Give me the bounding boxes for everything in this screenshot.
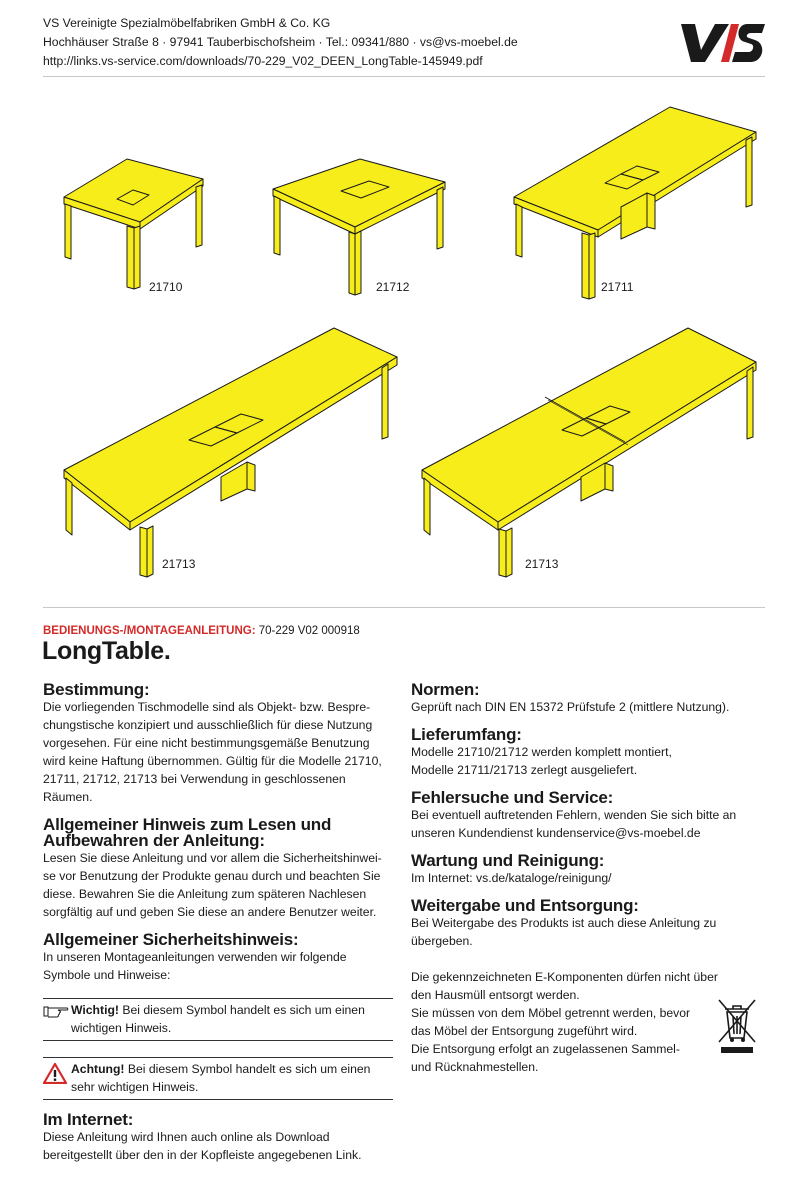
- company-address: Hochhäuser Straße 8 · 97941 Tauberbischofsheim · Tel.: 09341/880 · vs@vs-moebel.de: [43, 35, 518, 49]
- notice-wichtig: [43, 998, 393, 1041]
- section-sicherheit: [43, 932, 393, 984]
- document-url[interactable]: http://links.vs-service.com/downloads/70-229_V02_DEEN_LongTable-145949.pdf: [43, 54, 483, 68]
- section-bestimmung: [43, 682, 393, 806]
- achtung-text-2: sehr wichtigen Hinweis.: [71, 1080, 199, 1094]
- wichtig-label: Wichtig!: [71, 1003, 119, 1017]
- section-title: Fehlersuche und Service:: [411, 788, 614, 807]
- left-column: [43, 682, 393, 1175]
- text-line: vorgesehen. Für eine nicht bestimmungsgemäße Benutzung: [43, 736, 370, 750]
- section-wartung: [411, 853, 763, 887]
- text-line: In unseren Montageanleitungen verwenden wir folgende: [43, 950, 347, 964]
- manual-label: BEDIENUNGS-/MONTAGEANLEITUNG:: [43, 625, 256, 637]
- company-name: VS Vereinigte Spezialmöbelfabriken GmbH & Co. KG: [43, 16, 331, 30]
- text-line: Die Entsorgung erfolgt an zugelassenen Sammel-: [411, 1042, 680, 1056]
- model-label: 21713: [162, 557, 196, 571]
- text-line: Die vorliegenden Tischmodelle sind als Objekt- bzw. Bespre-: [43, 700, 371, 714]
- text-line: übergeben.: [411, 934, 473, 948]
- model-label: 21710: [149, 280, 183, 294]
- document-header: [43, 14, 563, 71]
- section-title: Wartung und Reinigung:: [411, 851, 605, 870]
- text-line: das Möbel der Entsorgung zugeführt wird.: [411, 1024, 638, 1038]
- manual-heading-line: [43, 625, 360, 637]
- notice-achtung: [43, 1057, 393, 1100]
- product-illustration-panel: [43, 76, 765, 608]
- section-normen: [411, 682, 763, 716]
- text-line: 21711, 21712, 21713 bei Verwendung in geschlossenen Räumen.: [43, 772, 346, 804]
- achtung-text: Bei diesem Symbol handelt es sich um einen: [127, 1062, 371, 1076]
- text-line: sorgfältig auf und geben Sie diese an andere Benutzer weiter.: [43, 905, 377, 919]
- text-line: Diese Anleitung wird Ihnen auch online als Download: [43, 1130, 330, 1144]
- text-line: unseren Kundendienst kundenservice@vs-moebel.de: [411, 826, 701, 840]
- text-line: Modelle 21710/21712 werden komplett montiert,: [411, 745, 672, 759]
- text-line: diese. Bewahren Sie die Anleitung zum späteren Nachlesen: [43, 887, 367, 901]
- page-title: LongTable.: [42, 637, 171, 665]
- disposal-info: [411, 968, 763, 1076]
- section-weitergabe: [411, 898, 763, 950]
- text-line: Bei Weitergabe des Produkts ist auch diese Anleitung zu: [411, 916, 717, 930]
- model-label: 21711: [601, 280, 634, 294]
- achtung-label: Achtung!: [71, 1062, 125, 1076]
- section-title: Allgemeiner Sicherheitshinweis:: [43, 930, 299, 949]
- wichtig-text: Bei diesem Symbol handelt es sich um einen: [122, 1003, 365, 1017]
- text-line: Geprüft nach DIN EN 15372 Prüfstufe 2 (mittlere Nutzung).: [411, 700, 730, 714]
- text-line: Modelle 21711/21713 zerlegt ausgeliefert.: [411, 763, 638, 777]
- text-line: den Hausmüll entsorgt werden.: [411, 988, 580, 1002]
- manual-code: 70-229 V02 000918: [258, 625, 360, 637]
- text-line: Die gekennzeichneten E-Komponenten dürfen nicht über: [411, 970, 718, 984]
- text-line: chungstische konzipiert und ausschließlich für diese Nutzung: [43, 718, 373, 732]
- pointing-hand-icon: [43, 1004, 69, 1018]
- tables-illustration: [43, 77, 765, 607]
- model-label: 21713: [525, 557, 559, 571]
- section-title: Lieferumfang:: [411, 725, 522, 744]
- table-21712-icon: [273, 159, 445, 295]
- text-line: bereitgestellt über den in der Kopfleiste angegebenen Link.: [43, 1148, 362, 1162]
- section-title: Allgemeiner Hinweis zum Lesen und: [43, 815, 332, 834]
- right-column: [411, 682, 763, 1076]
- section-internet: [43, 1112, 393, 1164]
- vs-logo: [681, 20, 766, 64]
- table-21711-icon: [514, 107, 756, 299]
- table-21713-long-icon: [64, 328, 397, 577]
- text-line: Bei eventuell auftretenden Fehlern, wenden Sie sich bitte an: [411, 808, 737, 822]
- text-line: und Rücknahmestellen.: [411, 1060, 539, 1074]
- section-lieferumfang: [411, 727, 763, 779]
- text-line: Symbole und Hinweise:: [43, 968, 171, 982]
- section-title: Normen:: [411, 680, 480, 699]
- wichtig-text-2: wichtigen Hinweis.: [71, 1021, 172, 1035]
- section-title: Im Internet:: [43, 1110, 134, 1129]
- table-21710-icon: [64, 159, 203, 289]
- model-label: 21712: [376, 280, 410, 294]
- section-fehlersuche: [411, 790, 763, 842]
- section-title: Weitergabe und Entsorgung:: [411, 896, 639, 915]
- warning-icon: [43, 1063, 67, 1084]
- table-21713-split-icon: [422, 328, 756, 577]
- text-line: se vor Benutzung der Produkte genau durch und beachten Sie: [43, 869, 381, 883]
- section-hinweis: [43, 817, 393, 921]
- text-line: Lesen Sie diese Anleitung und vor allem die Sicherheitshinwei-: [43, 851, 382, 865]
- text-line: wird keine Haftung übernommen. Gültig für die Modelle 21710,: [43, 754, 382, 768]
- crossed-bin-icon: [716, 998, 758, 1056]
- section-title: Bestimmung:: [43, 680, 150, 699]
- section-title: Aufbewahren der Anleitung:: [43, 831, 265, 850]
- text-line: Im Internet: vs.de/kataloge/reinigung/: [411, 871, 612, 885]
- text-line: Sie müssen von dem Möbel getrennt werden, bevor: [411, 1006, 691, 1020]
